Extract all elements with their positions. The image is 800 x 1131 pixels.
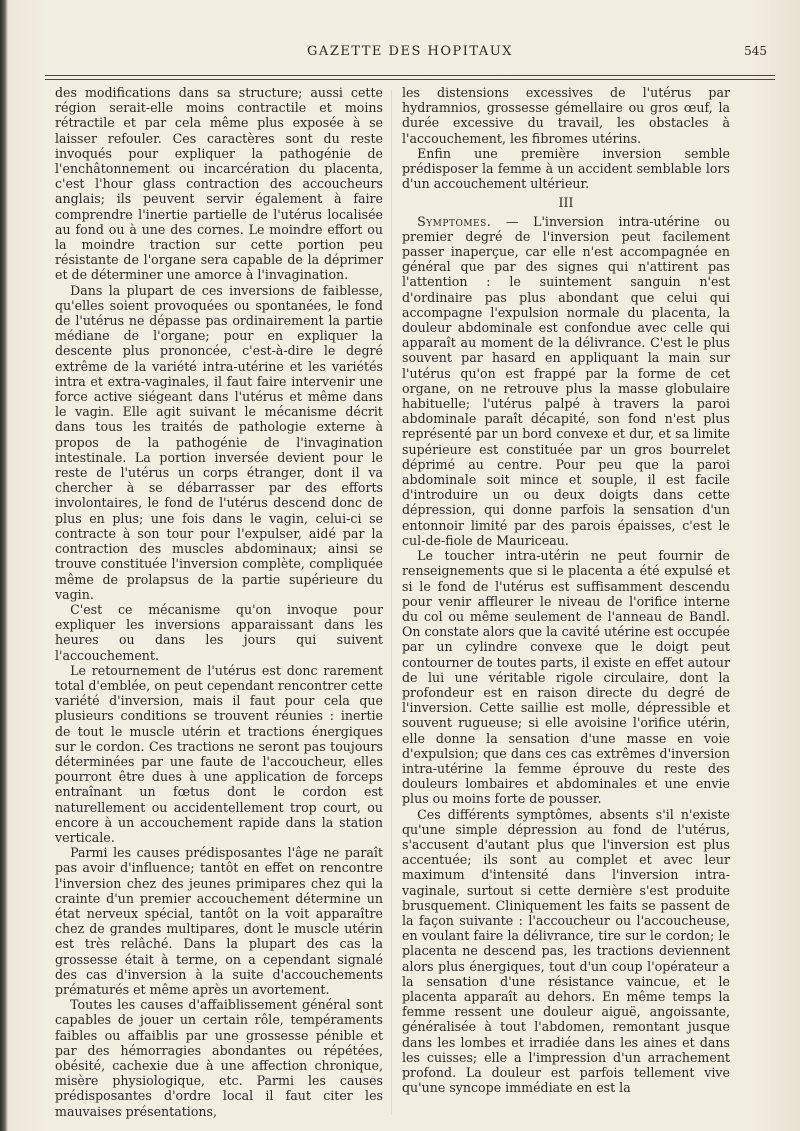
paragraph: Toutes les causes d'affaiblissement général sont capables de jouer un certain rôle, tempéraments faibles ou affaiblis par une grossesse pénible et par des hémorragies abondantes ou répétées, obésité, cachexie due à une affection chronique, misère physiologique, etc. Parmi les causes prédisposantes d'ordre local il faut citer les mauvaises présentations, bbox=[55, 997, 383, 1119]
symptoms-paragraph bbox=[402, 214, 730, 548]
section-heading: Symptomes. bbox=[417, 213, 492, 229]
running-title: GAZETTE DES HOPITAUX bbox=[307, 44, 513, 59]
paragraph: les distensions excessives de l'utérus par hydramnios, grossesse gémellaire ou gros œuf, la durée excessive du travail, les obstacles à l'accouchement, les fibromes utérins. bbox=[402, 85, 730, 146]
paragraph: Parmi les causes prédisposantes l'âge ne paraît pas avoir d'influence; tantôt en effet on rencontre l'inversion chez des jeunes primipares chez qui la crainte d'un premier accouchement détermine un état nerveux spécial, tantôt on la voit apparaître chez de grandes multipares, dont le muscle utérin est très relâché. Dans la plupart des cas la grossesse était à terme, on a cependant signalé des cas d'inversion à la suite d'accouchements prématurés et même après un avortement. bbox=[55, 845, 383, 997]
section-numeral: III bbox=[558, 195, 574, 211]
column-gutter bbox=[391, 90, 392, 1115]
left-column bbox=[55, 85, 383, 1119]
paragraph: C'est ce mécanisme qu'on invoque pour expliquer les inversions apparaissant dans les heures ou dans les jours qui suivent l'accouchement. bbox=[55, 601, 383, 663]
paragraph-text: — L'inversion intra-utérine ou premier degré de l'inversion peut facilement passer inaperçue, car elle n'est accompagnée en général que par des signes qui n'attirent pas l'attention : le suintement sanguin n'est d'ordinaire pas plus abondant que celui qui accompagne l'expulsion normale du placenta, la douleur abdominale est confondue avec celle qui apparaît au moment de la délivrance. C'est le plus souvent par hasard en appliquant la main sur l'utérus qu'on est frappé par la forme de cet organe, on ne retrouve plus la masse globulaire habituelle; l'utérus palpé à travers la paroi abdominale paraît décapité, son fond n'est plus représenté par un bord convexe et dur, et sa limite supérieure est constituée par un gros bourrelet déprimé au centre. Pour peu que la paroi abdominale soit mince et souple, il est facile d'introduire un ou deux doigts dans cette dépression, qui donne parfois la sensation d'un entonnoir limité par des parois épaisses, c'est le cul-de-fiole de Mauriceau. bbox=[402, 213, 730, 548]
paragraph: Ces différents symptômes, absents s'il n'existe qu'une simple dépression au fond de l'utérus, s'accusent d'autant plus que l'inversion est plus accentuée; ils sont au complet et avec leur maximum d'intensité dans l'inversion intra-vaginale, surtout si cette dernière s'est produite brusquement. Cliniquement les faits se passent de la façon suivante : l'accoucheur ou l'accoucheuse, en voulant faire la délivrance, tire sur le cordon; le placenta ne descend pas, les tractions deviennent alors plus énergiques, tout d'un coup l'opérateur a la sensation d'une résistance vaincue, et le placenta apparaît au dehors. En même temps la femme ressent une douleur aiguë, angoissante, généralisée à tout l'abdomen, remontant jusque dans les lombes et irradiée dans les aines et dans les cuisses; elle a l'impression d'un arrachement profond. La douleur est parfois tellement vive qu'une syncope immédiate en est la bbox=[402, 806, 730, 1096]
paragraph: Le retournement de l'utérus est donc rarement total d'emblée, on peut cependant rencontrer cette variété d'inversion, mais il faut pour cela que plusieurs conditions se trouvent réunies : inertie de tout le muscle utérin et tractions énergiques sur le cordon. Ces tractions ne seront pas toujours déterminées par une faute de l'accoucheur, elles pourront être dues à une application de forceps entraînant un fœtus dont le cordon est naturellement ou accidentellement trop court, ou encore à un accouchement rapide dans la station verticale. bbox=[55, 662, 383, 845]
paragraph: Enfin une première inversion semble prédisposer la femme à un accident semblable lors d'un accouchement ultérieur. bbox=[402, 145, 730, 192]
page-header bbox=[45, 44, 775, 66]
header-rule-top bbox=[45, 75, 775, 76]
page-edge-shadow bbox=[0, 0, 8, 1131]
header-rule-bottom bbox=[45, 79, 775, 80]
paragraph: Le toucher intra-utérin ne peut fournir de renseignements que si le placenta a été expulsé et si le fond de l'utérus est suffisamment descendu pour venir affleurer le niveau de l'orifice interne du col ou même seulement de l'anneau de Bandl. On constate alors que la cavité utérine est occupée par un cylindre convexe que le doigt peut contourner de toutes parts, il existe en effet autour de lui une véritable rigole circulaire, dont la profondeur est en raison directe du degré de l'inversion. Cette saillie est molle, dépressible et souvent rugueuse; si elle avoisine l'orifice utérin, elle donne la sensation d'une masse en voie d'expulsion; que dans ces cas extrêmes d'inversion intra-utérine la femme éprouve du reste des douleurs lombaires et abdominales et une envie plus ou moins forte de pousser. bbox=[402, 548, 730, 807]
right-column bbox=[402, 85, 730, 1095]
page-number: 545 bbox=[744, 44, 767, 58]
paragraph: Dans la plupart de ces inversions de faiblesse, qu'elles soient provoquées ou spontanées, le fond de l'utérus ne dépasse pas ordinairement la partie médiane de l'organe; pour en expliquer la descente plus prononcée, c'est-à-dire le degré extrême de la variété intra-utérine et les variétés intra et extra-vaginales, il faut faire intervenir une force active siégeant dans l'utérus et même dans le vagin. Elle agit suivant le mécanisme décrit dans tous les traités de pathologie externe à propos de la pathogénie de l'invagination intestinale. La portion inversée devient pour le reste de l'utérus un corps étranger, dont il va chercher à se débarrasser par des efforts involontaires, le fond de l'utérus descend donc de plus en plus; une fois dans le vagin, celui-ci se contracte à son tour pour l'expulser, aidé par la contraction des muscles abdominaux; ainsi se trouve constituée l'inversion complète, compliquée même de prolapsus de la partie supérieure du vagin. bbox=[55, 282, 383, 602]
paragraph: des modifications dans sa structure; aussi cette région serait-elle moins contractile et moins rétractile et par cela même plus exposée à se laisser refouler. Ces caractères sont du reste invoqués pour expliquer la pathogénie de l'enchâtonnement ou incarcération du placenta, c'est l'hour glass contraction des accoucheurs anglais; ils peuvent servir également à faire comprendre l'inertie partielle de l'utérus localisée au fond ou à une des cornes. Le moindre effort ou la moindre traction sur cette portion peu résistante de l'organe sera capable de la déprimer et de déterminer une amorce à l'invagination. bbox=[55, 85, 383, 283]
